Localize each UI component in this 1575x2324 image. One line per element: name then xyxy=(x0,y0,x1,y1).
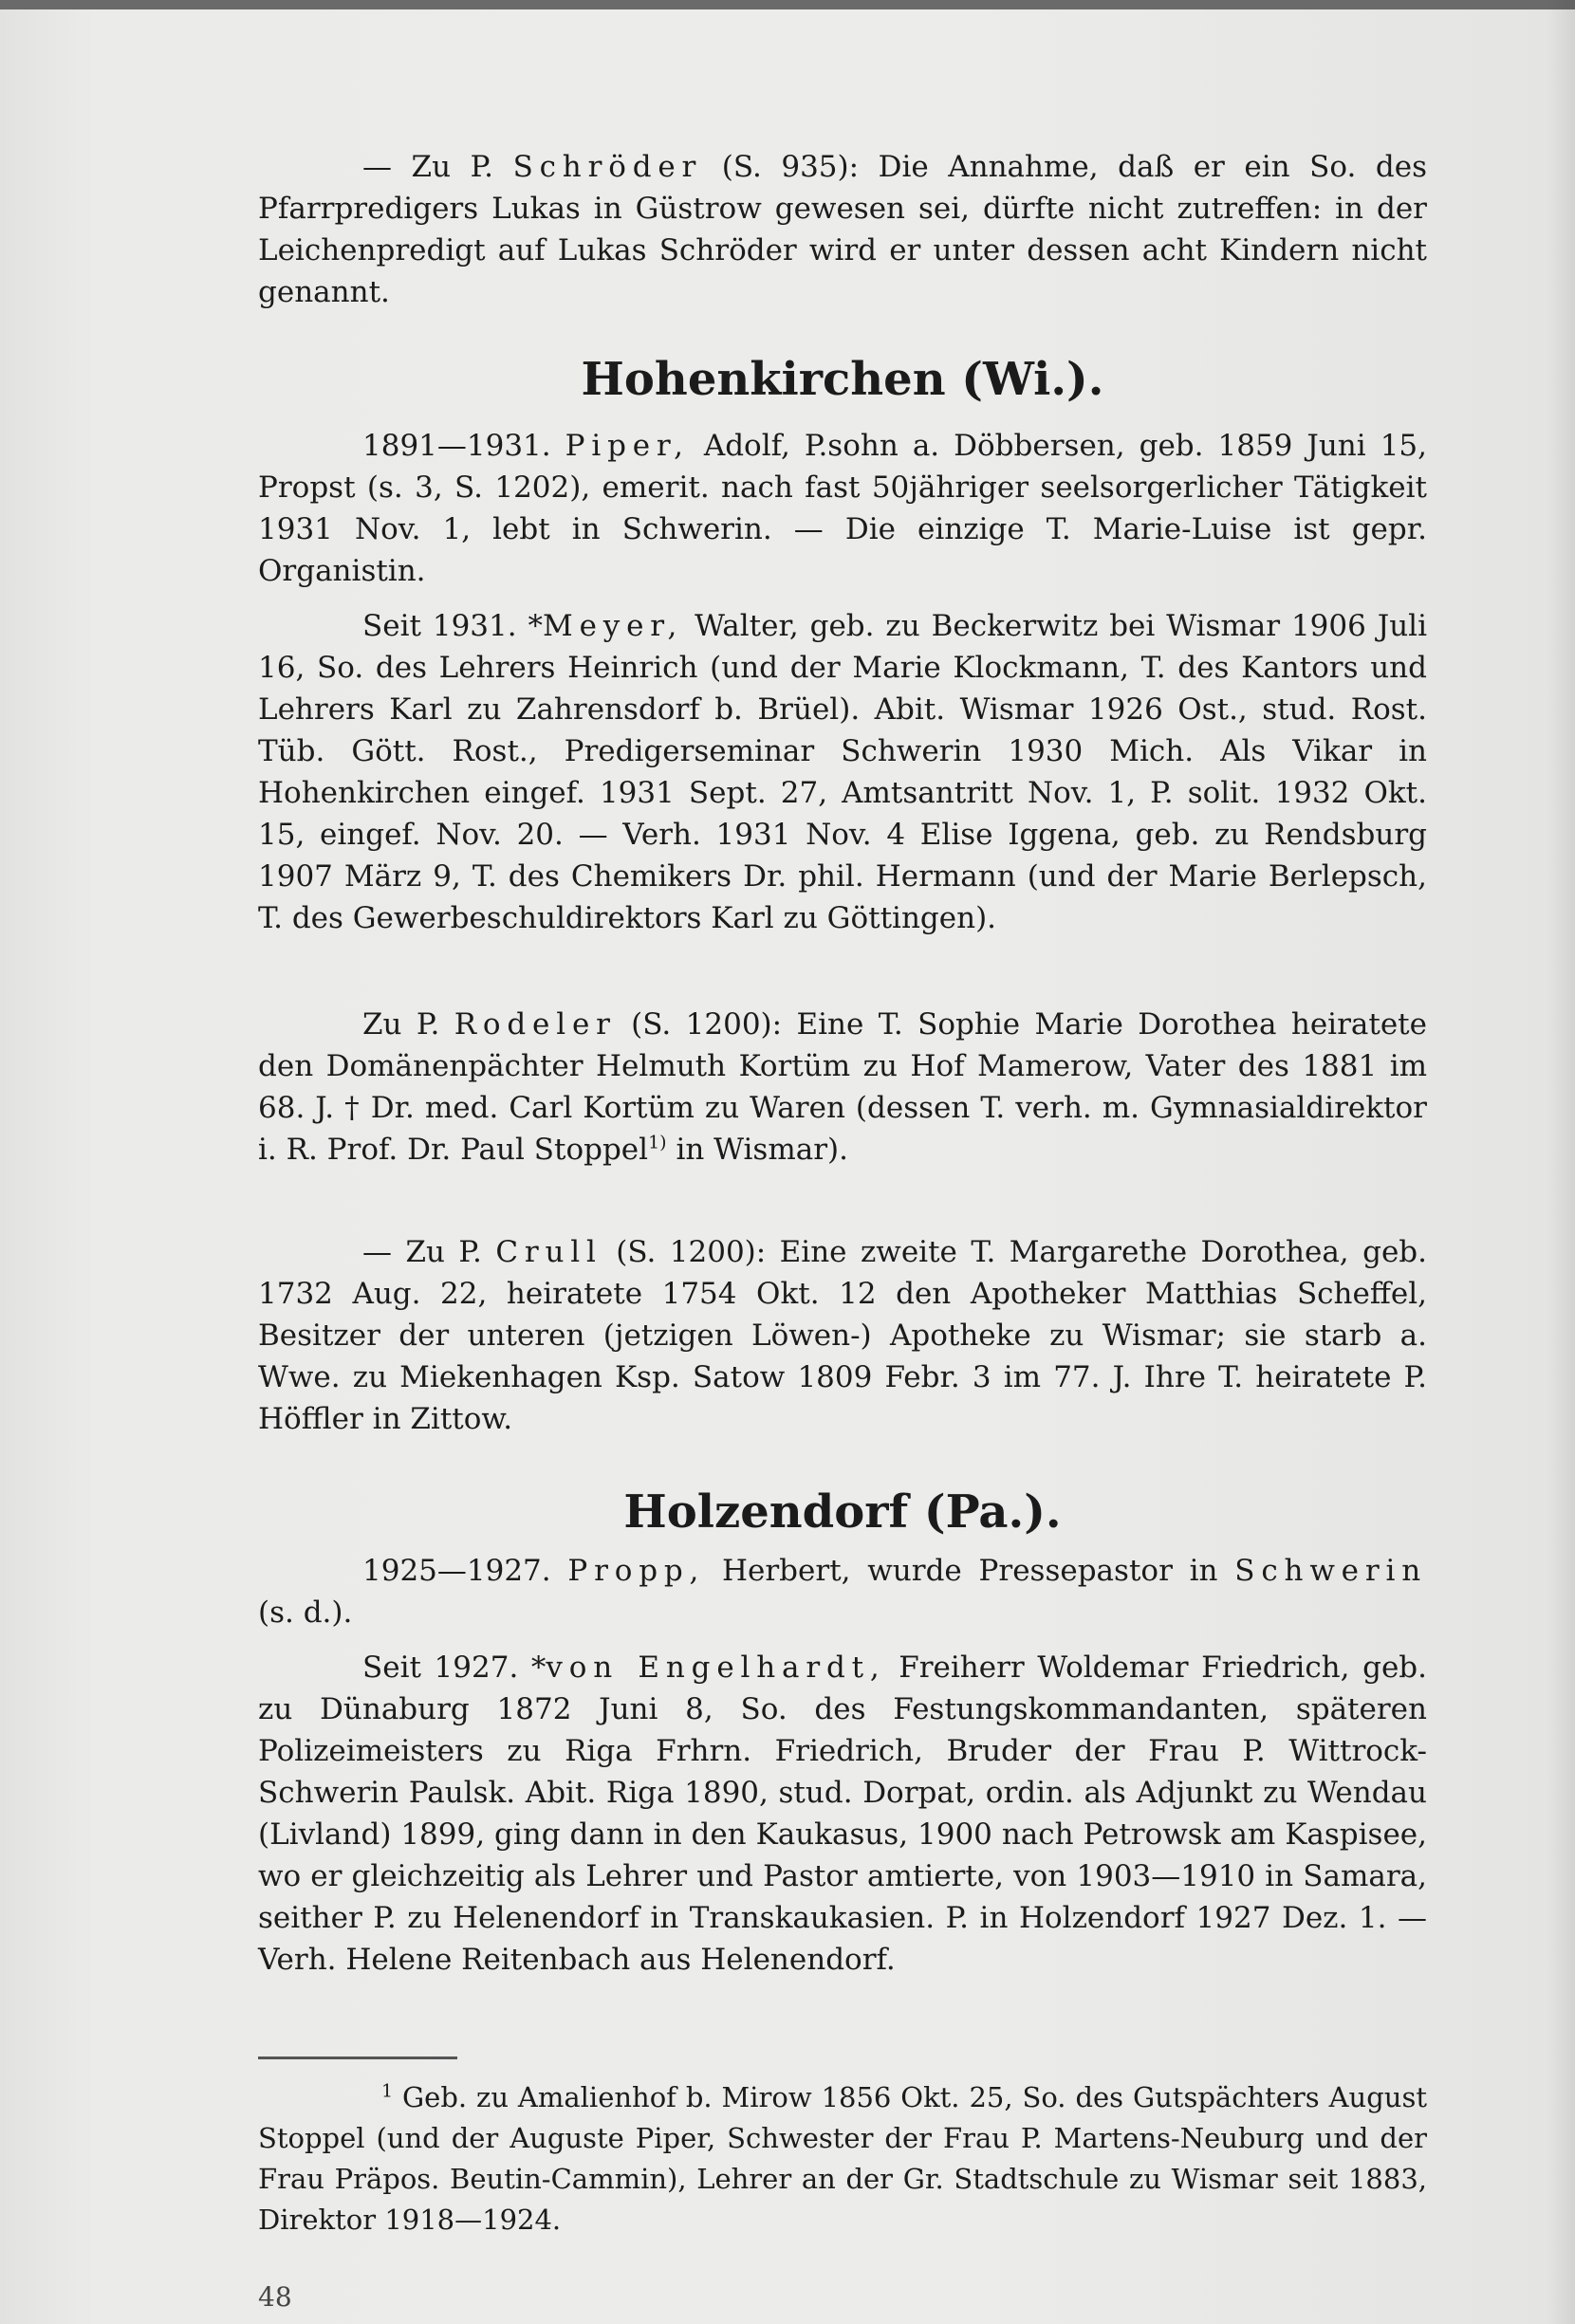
entry-crull xyxy=(258,1231,1427,1440)
footnote-marker: 1 xyxy=(381,2080,394,2102)
page-number: 48 xyxy=(258,2281,292,2313)
hohenkirchen-block-1 xyxy=(258,425,1427,592)
entry-meyer-dates: Seit 1931. * xyxy=(362,609,544,643)
entry-crull-text: (S. 1200): Eine zweite T. Margarethe Dorothea, geb. 1732 Aug. 22, heiratete 1754 Okt. 12 den Apotheker Matthias Scheffel, Besitzer der unteren (jetzigen Löwen-) Apotheke zu Wismar; sie starb a. Wwe. zu Miekenhagen Ksp. Satow 1809 Febr. 3 im 77. J. Ihre T. heiratete P. Höffler in Zittow. xyxy=(258,1235,1428,1436)
entry-meyer xyxy=(258,605,1427,939)
entry-piper-dates: 1891—1931. xyxy=(362,429,551,463)
entry-rodeler-lead: Zu P. xyxy=(362,1007,440,1042)
entry-rodeler-name: Rodeler xyxy=(454,1007,617,1042)
intro-text: (S. 935): Die Annahme, daß er ein So. des Pfarrpredigers Lukas in Güstrow gewesen sei, dürfte nicht zutreffen: in der Leichenpredigt auf Lukas Schröder wird er unter dessen acht Kindern nicht genannt. xyxy=(258,150,1428,309)
entry-propp-dates: 1925—1927. xyxy=(362,1554,551,1588)
footnote xyxy=(258,2077,1427,2241)
entry-crull-name: Crull xyxy=(495,1235,602,1269)
footnote-reference[interactable]: 1) xyxy=(648,1132,667,1153)
entry-piper xyxy=(258,425,1427,592)
entry-engelhardt-text: Freiherr Woldemar Friedrich, geb. zu Dünaburg 1872 Juni 8, So. des Festungskommandanten, späteren Polizeimeisters zu Riga Frhrn. Friedrich, Bruder der Frau P. Wittrock-Schwerin Paulsk. Abit. Riga 1890, stud. Dorpat, ordin. als Adjunkt zu Wendau (Livland) 1899, ging dann in den Kaukasus, 1900 nach Petrowsk am Kaspisee, wo er gleichzeitig als Lehrer und Pastor amtierte, von 1903—1910 in Samara, seither P. zu Helenendorf in Transkaukasien. P. in Holzendorf 1927 Dez. 1. — Verh. Helene Reitenbach aus Helenendorf. xyxy=(258,1651,1427,1977)
entry-propp-text: Herbert, wurde Pressepastor in xyxy=(721,1554,1218,1588)
hohenkirchen-block-3 xyxy=(258,1004,1427,1171)
intro-name: Schröder xyxy=(512,150,703,184)
intro-lead: — Zu P. xyxy=(362,150,494,184)
entry-engelhardt-dates: Seit 1927. * xyxy=(362,1651,547,1685)
footnote-text: Geb. zu Amalienhof b. Mirow 1856 Okt. 25, So. des Gutspächters August Stoppel (und der Auguste Piper, Schwester der Frau P. Martens-Neuburg und der Frau Präpos. Beutin-Cammin), Lehrer an der Gr. Stadtschule zu Wismar seit 1883, Direktor 1918—1924. xyxy=(258,2081,1427,2236)
hohenkirchen-block-4 xyxy=(258,1231,1427,1440)
entry-propp-name: Propp, xyxy=(567,1554,706,1588)
entry-rodeler-text: (S. 1200): Eine T. Sophie Marie Dorothea heiratete den Domänenpächter Helmuth Kortüm zu Hof Mamerow, Vater des 1881 im 68. J. † Dr. med. Carl Kortüm zu Waren (dessen T. verh. m. Gymnasialdirektor i. R. Prof. Dr. Paul Stoppel xyxy=(258,1007,1427,1167)
hohenkirchen-block-2 xyxy=(258,605,1427,939)
entry-meyer-text: Walter, geb. zu Beckerwitz bei Wismar 1906 Juli 16, So. des Lehrers Heinrich (und der Marie Klockmann, T. des Kantors und Lehrers Karl zu Zahrensdorf b. Brüel). Abit. Wismar 1926 Ost., stud. Rost. Tüb. Gött. Rost., Predigerseminar Schwerin 1930 Mich. Als Vikar in Hohenkirchen eingef. 1931 Sept. 27, Amtsantritt Nov. 1, P. solit. 1932 Okt. 15, eingef. Nov. 20. — Verh. 1931 Nov. 4 Elise Iggena, geb. zu Rendsburg 1907 März 9, T. des Chemikers Dr. phil. Hermann (und der Marie Berlepsch, T. des Gewerbeschuldirektors Karl zu Göttingen). xyxy=(258,609,1427,935)
footnote-divider xyxy=(258,2057,457,2059)
page-gutter-shadow xyxy=(1547,0,1575,2324)
entry-piper-name: Piper, xyxy=(565,429,690,463)
entry-engelhardt-name: von Engelhardt, xyxy=(546,1651,886,1685)
scan-top-edge xyxy=(0,0,1575,9)
entry-rodeler-tail: in Wismar). xyxy=(676,1133,848,1167)
intro-block xyxy=(258,146,1427,313)
entry-propp-tail: (s. d.). xyxy=(258,1595,353,1630)
entry-piper-text: Adolf, P.sohn a. Döbbersen, geb. 1859 Juni 15, Propst (s. 3, S. 1202), emerit. nach fast 50jähriger seelsorgerlicher Tätigkeit 1931 Nov. 1, lebt in Schwerin. — Die einzige T. Marie-Luise ist gepr. Organistin. xyxy=(258,429,1427,588)
intro-paragraph xyxy=(258,146,1427,313)
heading-holzendorf: Holzendorf (Pa.). xyxy=(623,1485,1062,1539)
entry-engelhardt xyxy=(258,1647,1427,1981)
footnote-block xyxy=(258,2077,1427,2241)
entry-meyer-name: Meyer, xyxy=(543,609,684,643)
entry-rodeler xyxy=(258,1004,1427,1171)
holzendorf-block-2 xyxy=(258,1647,1427,1981)
entry-propp xyxy=(258,1550,1427,1633)
heading-hohenkirchen: Hohenkirchen (Wi.). xyxy=(581,353,1104,406)
entry-crull-lead: — Zu P. xyxy=(362,1235,482,1269)
entry-propp-place: Schwerin xyxy=(1234,1554,1427,1588)
holzendorf-block-1 xyxy=(258,1550,1427,1633)
